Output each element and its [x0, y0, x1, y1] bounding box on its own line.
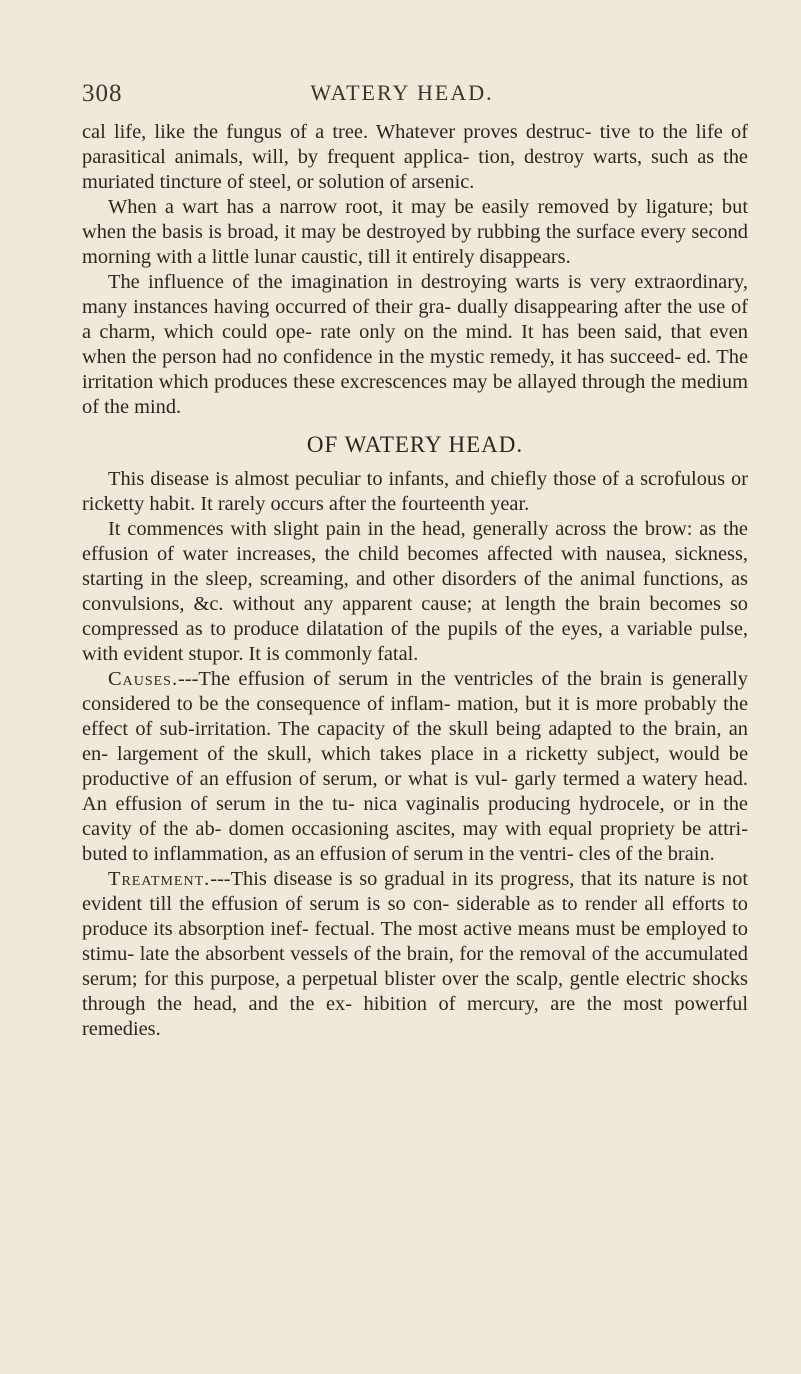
paragraph-imagination: The influence of the imagination in destroying warts is very extraordinary, many instances having occurred of their gra- dually disappearing after the use of a charm, which could ope- rate only on the mind. It has been said, that even when the person had no confidence in the mystic remedy, it has succeed- ed. The irritation which produces these excrescences may be allayed through the medium of the mind.	[82, 271, 748, 418]
paragraph-wart-continuation: cal life, like the fungus of a tree. Whatever proves destruc- tive to the life of parasitical animals, will, by frequent applica- tion, destroy warts, such as the muriated tincture of steel, or solution of arsenic.	[82, 121, 748, 193]
section-title: OF WATERY HEAD.	[306, 432, 524, 457]
running-head-title: WATERY HEAD.	[310, 80, 494, 105]
paragraph-disease-intro: This disease is almost peculiar to infants, and chiefly those of a scrofulous or ricketty habit. It rarely occurs after the fourteenth year.	[82, 468, 748, 515]
treatment-label: Treatment.	[108, 868, 211, 890]
paragraph-symptoms: It commences with slight pain in the head, generally across the brow: as the effusion of water increases, the child becomes affected with nausea, sickness, starting in the sleep, screaming, and other disorders of the animal functions, as convulsions, &c. without any apparent cause; at length the brain becomes so compressed as to produce dilatation of the pupils of the eyes, a variable pulse, with evident stupor. It is commonly fatal.	[82, 518, 748, 665]
causes-text: ---The effusion of serum in the ventricles of the brain is generally considered to be the consequence of inflam- mation, but it is more probably the effect of sub-irritation. The capacity of the skull being adapted to the brain, an en- largement of the skull, which takes place in a ricketty subject, would be productive of an effusion of serum, or what is vul- garly termed a watery head. An effusion of serum in the tu- nica vaginalis producing hydrocele, or in the cavity of the ab- domen occasioning ascites, may with equal propriety be attri- buted to inflammation, as an effusion of serum in the ventri- cles of the brain.	[82, 668, 748, 865]
treatment-text: ---This disease is so gradual in its progress, that its nature is not evident till the effusion of serum is so con- siderable as to render all efforts to produce its absorption inef- fectual. The most active means must be employed to stimu- late the absorbent vessels of the brain, for the removal of the accumulated serum; for this purpose, a perpetual blister over the scalp, gentle electric shocks through the head, and the ex- hibition of mercury, are the most powerful remedies.	[82, 868, 748, 1040]
causes-label: Causes.	[108, 668, 179, 690]
paragraph-treatment	[82, 867, 748, 1042]
page-number: 308	[82, 80, 123, 107]
page-body	[82, 120, 748, 1042]
paragraph-causes	[82, 667, 748, 867]
running-head	[82, 80, 722, 110]
paragraph-wart-ligature: When a wart has a narrow root, it may be easily removed by ligature; but when the basis is broad, it may be destroyed by rubbing the surface every second morning with a little lunar caustic, till it entirely disappears.	[82, 196, 748, 268]
